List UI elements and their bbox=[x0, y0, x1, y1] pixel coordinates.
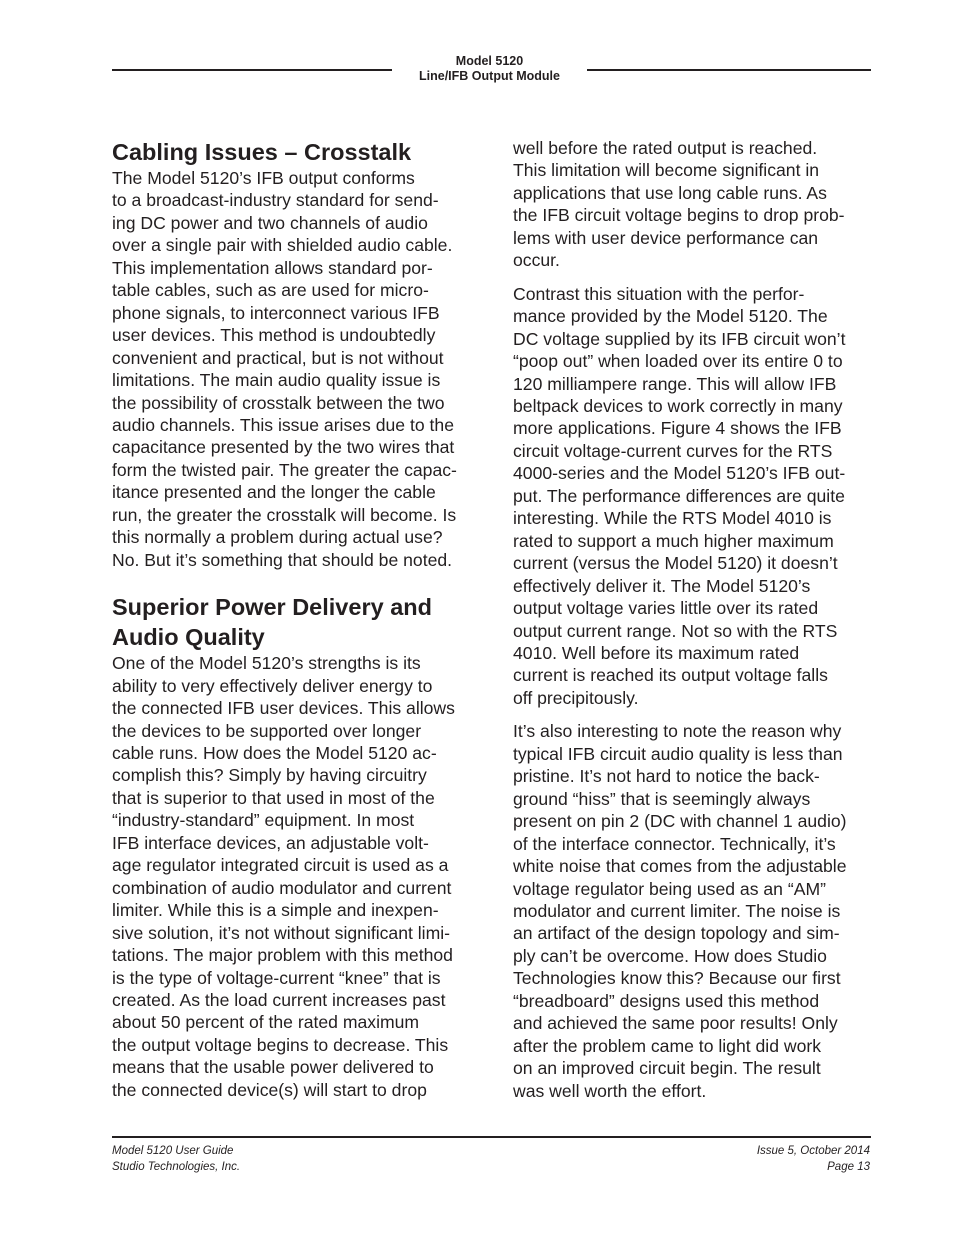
text-line: after the problem came to light did work bbox=[513, 1035, 822, 1056]
text-line: the connected device(s) will start to drop bbox=[112, 1079, 427, 1100]
text-line: circuit voltage-current curves for the RTS bbox=[513, 440, 833, 461]
contrast-paragraph bbox=[513, 283, 873, 710]
text-line: occur. bbox=[513, 250, 560, 271]
text-line: rated to support a much higher maximum bbox=[513, 530, 834, 551]
text-line: created. As the load current increases past bbox=[112, 989, 446, 1010]
text-line: well before the rated output is reached. bbox=[513, 138, 818, 158]
text-line: the devices to be supported over longer bbox=[112, 720, 422, 741]
footer-issue: Issue 5, October 2014 bbox=[756, 1145, 870, 1157]
footer-company: Studio Technologies, Inc. bbox=[112, 1160, 241, 1173]
text-line: the connected IFB user devices. This allows bbox=[112, 698, 455, 719]
section-title-line-2: Audio Quality bbox=[112, 624, 265, 651]
text-line: table cables, such as are used for micro- bbox=[112, 280, 429, 301]
text-line: “industry-standard” equipment. In most bbox=[112, 810, 415, 831]
footer-rule bbox=[112, 1136, 871, 1138]
text-line: 4000-series and the Model 5120’s IFB out- bbox=[513, 463, 846, 484]
text-line: output voltage varies little over its rated bbox=[513, 598, 819, 619]
text-line: output current range. Not so with the RTS bbox=[513, 620, 838, 641]
text-line: white noise that comes from the adjustable bbox=[513, 856, 847, 877]
text-line: complish this? Simply by having circuitry bbox=[112, 765, 427, 786]
text-line: combination of audio modulator and current bbox=[112, 877, 452, 898]
text-line: tations. The major problem with this method bbox=[112, 945, 453, 966]
text-line: cable runs. How does the Model 5120 ac- bbox=[112, 742, 437, 763]
text-line: and achieved the same poor results! Only bbox=[513, 1013, 838, 1034]
running-header bbox=[392, 54, 587, 84]
text-line: of the interface connector. Technically, it’s bbox=[513, 833, 836, 854]
text-line: The Model 5120’s IFB output conforms bbox=[112, 168, 415, 188]
footer-left bbox=[112, 1144, 240, 1175]
text-line: off precipitously. bbox=[513, 687, 639, 708]
right-column bbox=[513, 137, 873, 1102]
text-line: This limitation will become significant in bbox=[513, 160, 820, 181]
text-line: current is reached its output voltage falls bbox=[513, 665, 828, 686]
text-line: No. But it’s something that should be noted. bbox=[112, 549, 453, 570]
section-title-line-1: Superior Power Delivery and bbox=[112, 594, 432, 621]
text-line: Contrast this situation with the perfor- bbox=[513, 283, 805, 304]
text-line: convenient and practical, but is not without bbox=[112, 347, 444, 368]
text-line: pristine. It’s not hard to notice the back- bbox=[513, 766, 820, 787]
power-delivery-paragraph bbox=[112, 652, 480, 1101]
text-line: limiter. While this is a simple and inexpen- bbox=[112, 900, 439, 921]
text-line: put. The performance differences are quite bbox=[513, 485, 845, 506]
text-line: effectively deliver it. The Model 5120’s bbox=[513, 575, 811, 596]
text-line: sive solution, it’s not without significant limi- bbox=[112, 922, 451, 943]
section-title-crosstalk: Cabling Issues – Crosstalk bbox=[112, 139, 412, 165]
footer-page-number: Page 13 bbox=[827, 1160, 870, 1173]
text-line: beltpack devices to work correctly in many bbox=[513, 395, 843, 416]
left-column bbox=[112, 137, 480, 1101]
text-line: age regulator integrated circuit is used as a bbox=[112, 855, 449, 876]
audio-quality-paragraph bbox=[513, 720, 873, 1102]
text-line: interesting. While the RTS Model 4010 is bbox=[513, 508, 832, 529]
text-line: lems with user device performance can bbox=[513, 227, 819, 248]
text-line: that is superior to that used in most of the bbox=[112, 787, 435, 808]
text-line: run, the greater the crosstalk will become. Is bbox=[112, 504, 457, 525]
text-line: “breadboard” designs used this method bbox=[513, 990, 820, 1011]
footer-guide-title: Model 5120 User Guide bbox=[112, 1145, 234, 1157]
text-line: means that the usable power delivered to bbox=[112, 1057, 434, 1078]
text-line: user devices. This method is undoubtedly bbox=[112, 325, 436, 346]
text-line: This implementation allows standard por- bbox=[112, 257, 433, 278]
text-line: IFB interface devices, an adjustable volt- bbox=[112, 832, 429, 853]
header-model: Model 5120 bbox=[455, 54, 524, 68]
text-line: audio channels. This issue arises due to the bbox=[112, 414, 454, 435]
text-line: current (versus the Model 5120) it doesn’t bbox=[513, 553, 838, 574]
text-line: the output voltage begins to decrease. This bbox=[112, 1034, 449, 1055]
footer-right bbox=[757, 1144, 870, 1175]
text-line: voltage regulator being used as an “AM” bbox=[513, 878, 826, 899]
text-line: capacitance presented by the two wires that bbox=[112, 437, 455, 458]
text-line: 120 milliampere range. This will allow IFB bbox=[513, 373, 837, 394]
text-line: ing DC power and two channels of audio bbox=[112, 212, 428, 233]
text-line: DC voltage supplied by its IFB circuit won’t bbox=[513, 328, 846, 349]
text-line: to a broadcast-industry standard for send- bbox=[112, 190, 439, 211]
text-line: about 50 percent of the rated maximum bbox=[112, 1012, 420, 1033]
text-line: ground “hiss” that is seemingly always bbox=[513, 788, 811, 809]
text-line: mance provided by the Model 5120. The bbox=[513, 306, 828, 327]
section-title-power-delivery bbox=[112, 592, 480, 652]
text-line: ply can’t be overcome. How does Studio bbox=[513, 945, 827, 966]
header-subtitle: Line/IFB Output Module bbox=[419, 69, 560, 83]
header-rule-right bbox=[587, 69, 871, 71]
text-line: modulator and current limiter. The noise is bbox=[513, 900, 841, 921]
text-line: form the twisted pair. The greater the capac- bbox=[112, 459, 457, 480]
text-line: ability to very effectively deliver energy to bbox=[112, 675, 433, 696]
text-line: typical IFB circuit audio quality is less than bbox=[513, 743, 843, 764]
text-line: was well worth the effort. bbox=[513, 1080, 707, 1101]
text-line: “poop out” when loaded over its entire 0 to bbox=[513, 351, 843, 372]
text-line: present on pin 2 (DC with channel 1 audio) bbox=[513, 811, 847, 832]
text-line: applications that use long cable runs. As bbox=[513, 182, 827, 203]
header-rule-left bbox=[112, 69, 392, 71]
text-line: It’s also interesting to note the reason why bbox=[513, 721, 842, 742]
text-line: is the type of voltage-current “knee” that is bbox=[112, 967, 441, 988]
text-line: limitations. The main audio quality issue is bbox=[112, 370, 441, 391]
text-line: itance presented and the longer the cable bbox=[112, 482, 436, 503]
text-line: the possibility of crosstalk between the two bbox=[112, 392, 445, 413]
text-line: Technologies know this? Because our first bbox=[513, 968, 841, 989]
text-line: 4010. Well before its maximum rated bbox=[513, 642, 800, 663]
text-line: over a single pair with shielded audio cable. bbox=[112, 235, 453, 256]
continued-paragraph bbox=[513, 137, 873, 272]
crosstalk-paragraph bbox=[112, 167, 480, 571]
text-line: phone signals, to interconnect various IFB bbox=[112, 302, 440, 323]
text-line: One of the Model 5120’s strengths is its bbox=[112, 653, 421, 674]
text-line: this normally a problem during actual use? bbox=[112, 527, 443, 548]
text-line: an artifact of the design topology and sim- bbox=[513, 923, 840, 944]
text-line: more applications. Figure 4 shows the IFB bbox=[513, 418, 842, 439]
text-line: on an improved circuit begin. The result bbox=[513, 1058, 821, 1079]
text-line: the IFB circuit voltage begins to drop prob- bbox=[513, 205, 845, 226]
